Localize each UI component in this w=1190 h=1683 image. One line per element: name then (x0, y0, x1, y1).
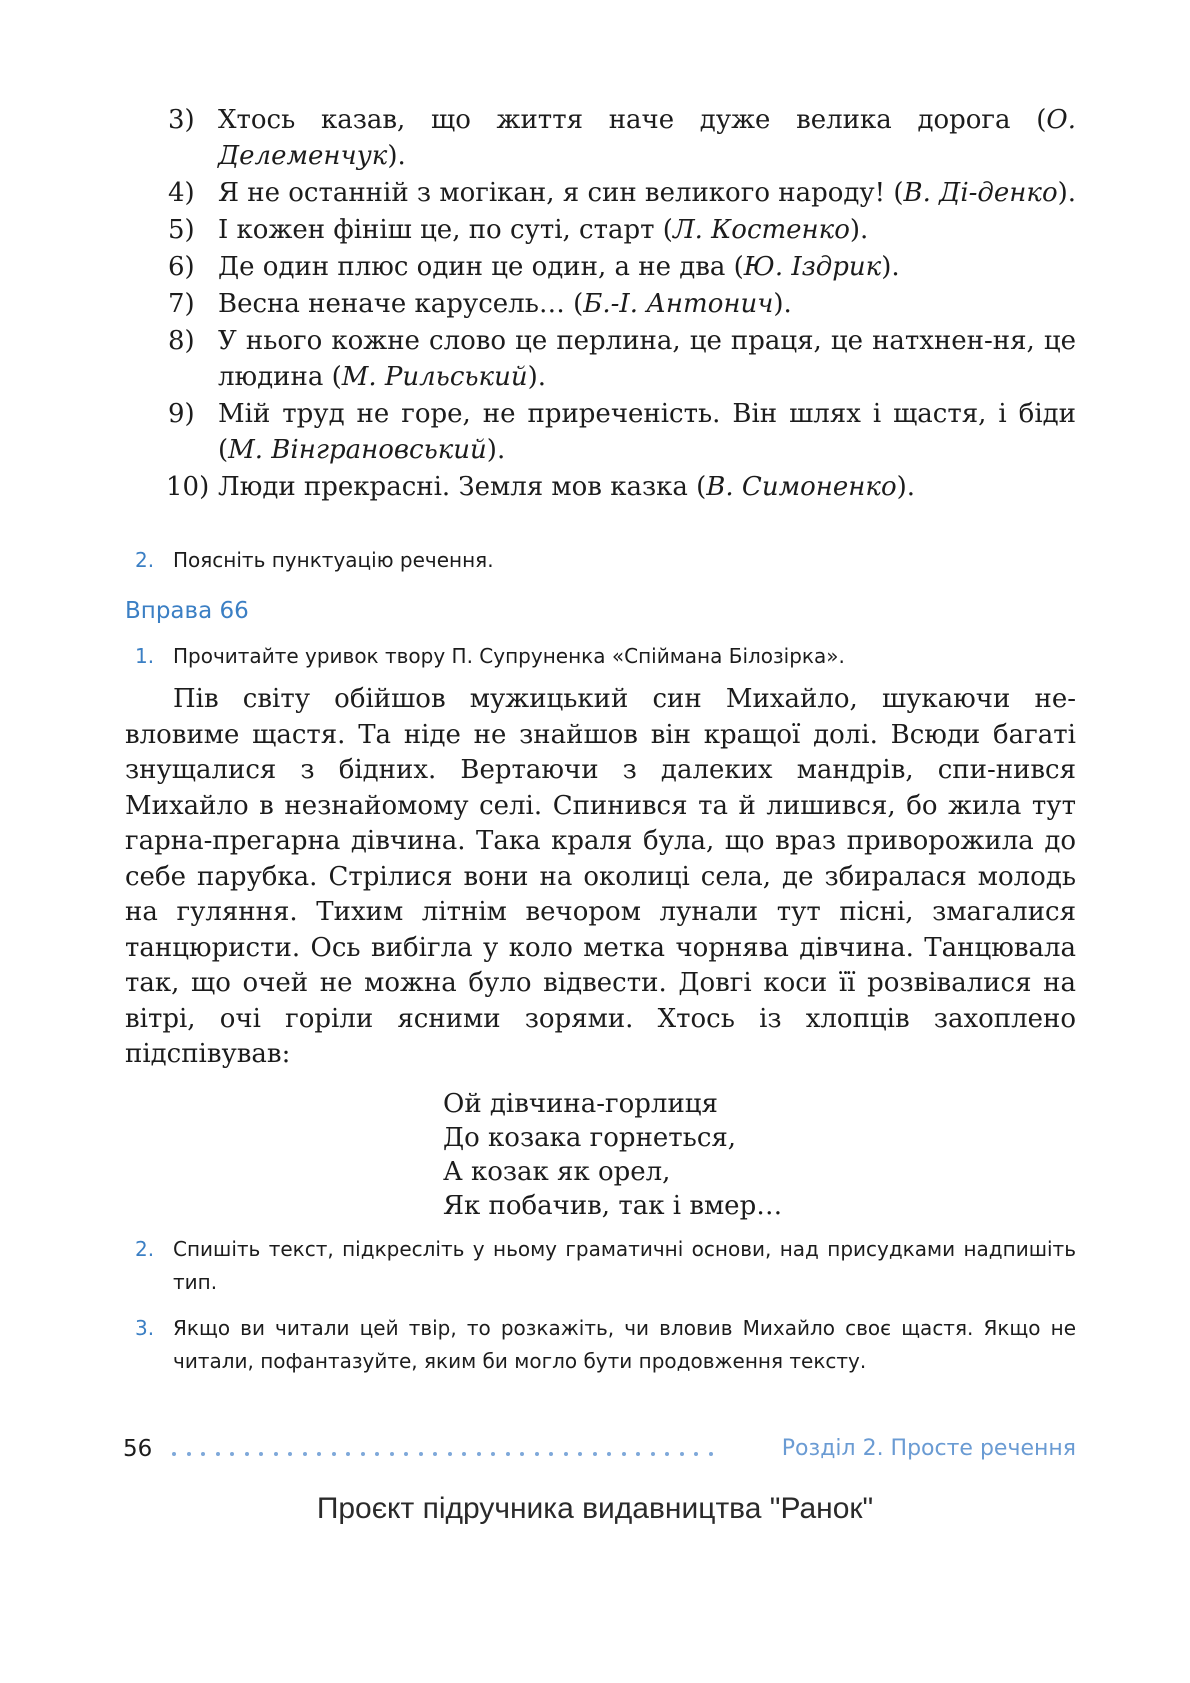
leader-dot (245, 1452, 249, 1456)
task-text: Якщо ви читали цей твір, то розкажіть, чи вловив Михайло своє щастя. Якщо не читали, пофантазуйте, яким би могло бути продовження тексту. (173, 1316, 1076, 1373)
item-number: 8) (168, 326, 195, 356)
item-end: ). (881, 252, 900, 282)
list-item (168, 396, 1076, 468)
list-item (168, 175, 1076, 211)
leader-dot (433, 1452, 437, 1456)
leader-dot (491, 1452, 495, 1456)
item-end: ). (849, 215, 869, 245)
task-number: 1. (135, 644, 155, 668)
item-text: Я не останній з могікан, я син великого народу! ( (218, 178, 904, 208)
list-item (168, 102, 1076, 174)
leader-dot (622, 1452, 626, 1456)
item-number: 9) (168, 399, 195, 429)
section-title: Розділ 2. Просте речення (781, 1436, 1076, 1461)
item-author: В. Ді-денко (903, 178, 1058, 208)
list-item (168, 286, 1076, 322)
item-author: Б.-І. Антонич (583, 289, 774, 319)
leader-dot (506, 1452, 510, 1456)
item-text: Весна неначе карусель… ( (218, 289, 584, 319)
leader-dot (375, 1452, 379, 1456)
item-text: І кожен фініш це, по суті, старт ( (218, 215, 673, 245)
leader-dot (709, 1452, 713, 1456)
leader-dot (216, 1452, 220, 1456)
leader-dot (535, 1452, 539, 1456)
leader-dot (578, 1452, 582, 1456)
item-number: 6) (168, 252, 195, 282)
item-author: Л. Костенко (672, 215, 850, 245)
task-tell-story (135, 1312, 1076, 1378)
task-text: Поясніть пунктуацію речення. (173, 548, 494, 572)
leader-dot (361, 1452, 365, 1456)
leader-dot (419, 1452, 423, 1456)
list-item (168, 469, 1076, 505)
item-end: ). (527, 362, 546, 392)
item-number: 4) (168, 178, 195, 208)
leader-dot (651, 1452, 655, 1456)
leader-dot (390, 1452, 394, 1456)
leader-dot (259, 1452, 263, 1456)
item-end: ). (387, 141, 406, 171)
sentence-list (168, 102, 1076, 506)
leader-dot (230, 1452, 234, 1456)
leader-dot (607, 1452, 611, 1456)
leader-dot (549, 1452, 553, 1456)
item-author: М. Вінграновський (228, 435, 487, 465)
leader-dot (288, 1452, 292, 1456)
task-explain-punctuation (135, 544, 1076, 577)
list-item (168, 249, 1076, 285)
leader-dot (303, 1452, 307, 1456)
task-number: 3. (135, 1316, 155, 1340)
item-end: ). (486, 435, 506, 465)
item-number: 7) (168, 289, 195, 319)
leader-dot (172, 1452, 176, 1456)
item-author: О. Делеменчук (218, 105, 1076, 171)
poem (443, 1087, 782, 1223)
item-text: Хтось казав, що життя наче дуже велика дорога ( (218, 105, 1047, 135)
item-end: ). (896, 472, 916, 502)
leader-dot (665, 1452, 669, 1456)
item-author: Ю. Іздрик (743, 252, 882, 282)
poem-line: А козак як орел, (443, 1157, 671, 1187)
leader-dot (448, 1452, 452, 1456)
task-number: 2. (135, 1237, 155, 1261)
item-text: Мій труд не горе, не приреченість. Він шлях і щастя, і біди ( (218, 399, 1076, 465)
footer-dot-leader (172, 1443, 742, 1455)
leader-dot (332, 1452, 336, 1456)
task-copy-text (135, 1233, 1076, 1299)
list-item (168, 323, 1076, 395)
list-item (168, 212, 1076, 248)
leader-dot (593, 1452, 597, 1456)
leader-dot (346, 1452, 350, 1456)
task-text: Прочитайте уривок твору П. Супруненка «Спіймана Білозірка». (173, 644, 845, 668)
poem-line: До козака горнеться, (443, 1123, 737, 1153)
exercise-heading: Вправа 66 (125, 598, 249, 624)
item-text: Де один плюс один це один, а не два ( (218, 252, 744, 282)
item-text: Люди прекрасні. Земля мов казка ( (218, 472, 707, 502)
poem-line: Як побачив, так і вмер… (443, 1191, 783, 1221)
item-author: В. Симоненко (706, 472, 897, 502)
leader-dot (680, 1452, 684, 1456)
page-number: 56 (123, 1436, 153, 1462)
item-text: У нього кожне слово це перлина, це праця, це натхнен-ня, це людина ( (218, 326, 1076, 392)
leader-dot (564, 1452, 568, 1456)
leader-dot (317, 1452, 321, 1456)
publisher-watermark: Проєкт підручника видавництва "Ранок" (316, 1492, 874, 1525)
excerpt-paragraph: Пів світу обійшов мужицький син Михайло, шукаючи не-вловиме щастя. Та ніде не знайшов він кращої долі. Всюди багаті знущалися з бідних. Вертаючи з далеких мандрів, спи-нився Михайло в незнайомому селі. Спинився та й лишився, бо жила тут гарна-прегарна дівчина. Така краля була, що враз приворожила до себе парубка. Стрілися вони на околиці села, де збиралася молодь на гуляння. Тихим літнім вечором лунали тут пісні, змагалися танцюристи. Ось вибігла у коло метка чорнява дівчина. Танцювала так, що очей не можна було відвести. Довгі коси її розвівалися на вітрі, очі горіли ясними зорями. Хтось із хлопців захоплено підспівував: (125, 684, 1076, 1069)
leader-dot (187, 1452, 191, 1456)
item-number: 5) (168, 215, 195, 245)
leader-dot (636, 1452, 640, 1456)
item-author: М. Рильський (341, 362, 528, 392)
leader-dot (477, 1452, 481, 1456)
leader-dot (520, 1452, 524, 1456)
leader-dot (694, 1452, 698, 1456)
task-read-excerpt (135, 640, 1076, 673)
leader-dot (462, 1452, 466, 1456)
item-end: ). (1057, 178, 1077, 208)
leader-dot (274, 1452, 278, 1456)
poem-line: Ой дівчина-горлиця (443, 1089, 718, 1119)
leader-dot (201, 1452, 205, 1456)
item-number: 10) (166, 472, 210, 502)
leader-dot (404, 1452, 408, 1456)
item-number: 3) (168, 105, 195, 135)
task-number: 2. (135, 548, 155, 572)
task-text: Спишіть текст, підкресліть у ньому граматичні основи, над присудками надпишіть тип. (173, 1237, 1076, 1294)
item-end: ). (773, 289, 792, 319)
